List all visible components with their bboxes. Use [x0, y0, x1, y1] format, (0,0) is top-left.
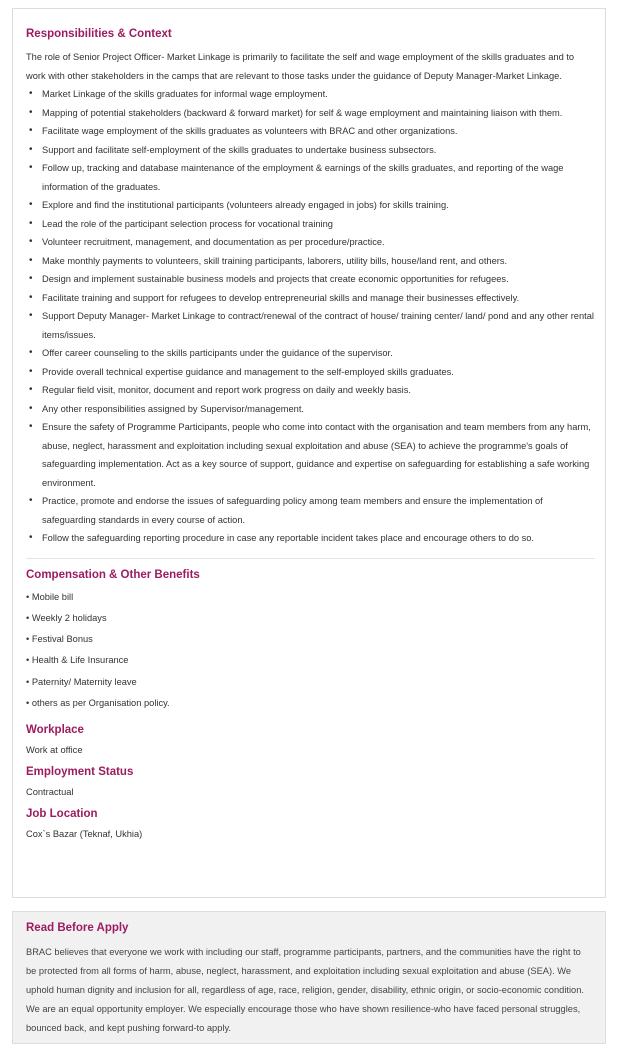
list-item: • Provide overall technical expertise guidance and management to the self-employed skills graduates. [42, 363, 595, 382]
responsibilities-list [26, 85, 595, 548]
list-item: • Weekly 2 holidays [26, 612, 107, 623]
job-location-title: Job Location [26, 808, 98, 821]
section-divider [26, 558, 595, 559]
job-details-content [13, 9, 605, 840]
benefits-title: Compensation & Other Benefits [26, 568, 200, 581]
list-item: • Offer career counseling to the skills participants under the guidance of the supervisor. [42, 344, 595, 363]
employment-status-value: Contractual [26, 787, 74, 798]
list-item: • Paternity/ Maternity leave [26, 676, 137, 687]
list-item: • Mobile bill [26, 591, 74, 602]
list-item: • Practice, promote and endorse the issues of safeguarding policy among team members and ensure the implementation of safeguarding standards in every course of action. [42, 492, 595, 529]
list-item: • Health & Life Insurance [26, 655, 129, 666]
workplace-value: Work at office [26, 745, 83, 756]
job-location-value: Cox`s Bazar (Teknaf, Ukhia) [26, 829, 143, 840]
workplace-title: Workplace [26, 724, 84, 737]
list-item: • Ensure the safety of Programme Participants, people who come into contact with the organisation and team members from any harm, abuse, neglect, harassment and exploitation including sexual exploitation and abuse (SEA) to achieve the programme's goals of safeguarding implementation. Act as a key source of support, guidance and expertise on safeguarding for establishing a safe working environment. [42, 418, 595, 492]
read-before-apply-title: Read Before Apply [26, 922, 129, 934]
list-item: • Any other responsibilities assigned by Supervisor/management. [42, 400, 595, 419]
list-item: • Explore and find the institutional participants (volunteers already engaged in jobs) for skills training. [42, 196, 595, 215]
read-before-apply-box [12, 911, 606, 1044]
list-item: • others as per Organisation policy. [26, 697, 170, 708]
benefits-list [26, 587, 595, 715]
employment-status-title: Employment Status [26, 766, 134, 779]
responsibilities-title: Responsibilities & Context [26, 28, 172, 40]
list-item: • Festival Bonus [26, 634, 93, 645]
list-item: • Facilitate wage employment of the skills graduates as volunteers with BRAC and other organizations. [42, 122, 595, 141]
list-item: • Support and facilitate self-employment of the skills graduates to undertake business subsectors. [42, 141, 595, 160]
list-item: • Make monthly payments to volunteers, skill training participants, laborers, utility bills, house/land rent, and others. [42, 252, 595, 271]
list-item: • Volunteer recruitment, management, and documentation as per procedure/practice. [42, 233, 595, 252]
list-item: • Follow the safeguarding reporting procedure in case any reportable incident takes place and encourage others to do so. [42, 529, 595, 548]
list-item: • Design and implement sustainable business models and projects that create economic opportunities for refugees. [42, 270, 595, 289]
list-item: • Mapping of potential stakeholders (backward & forward market) for self & wage employment and maintaining liaison with them. [42, 104, 595, 123]
responsibilities-intro: The role of Senior Project Officer- Market Linkage is primarily to facilitate the self and wage employment of the skills graduates and to work with other stakeholders in the camps that are relevant to those tasks under the guidance of Deputy Manager-Market Linkage. [26, 52, 575, 81]
list-item: • Regular field visit, monitor, document and report work progress on daily and weekly basis. [42, 381, 595, 400]
list-item: • Facilitate training and support for refugees to develop entrepreneurial skills and manage their businesses effectively. [42, 289, 595, 308]
read-before-apply-text: BRAC believes that everyone we work with including our staff, programme participants, partners, and the communities have the right to be protected from all forms of harm, abuse, neglect, harassment, and exploitation including sexual exploitation and abuse (SEA). We uphold human dignity and inclusion for all, regardless of age, race, religion, gender, disability, ethnic origin, or socio-economic condition. We are an equal opportunity employer. We especially encourage those who have shown resilience-who have faced personal struggles, bounced back, and kept pushing forward-to apply. [26, 947, 584, 1033]
list-item: • Follow up, tracking and database maintenance of the employment & earnings of the skills graduates, and reporting of the wage information of the graduates. [42, 159, 595, 196]
list-item: • Lead the role of the participant selection process for vocational training [42, 215, 595, 234]
list-item: • Support Deputy Manager- Market Linkage to contract/renewal of the contract of house/ training center/ land/ pond and any other rental items/issues. [42, 307, 595, 344]
job-details-card [12, 8, 606, 898]
list-item: • Market Linkage of the skills graduates for informal wage employment. [42, 85, 595, 104]
